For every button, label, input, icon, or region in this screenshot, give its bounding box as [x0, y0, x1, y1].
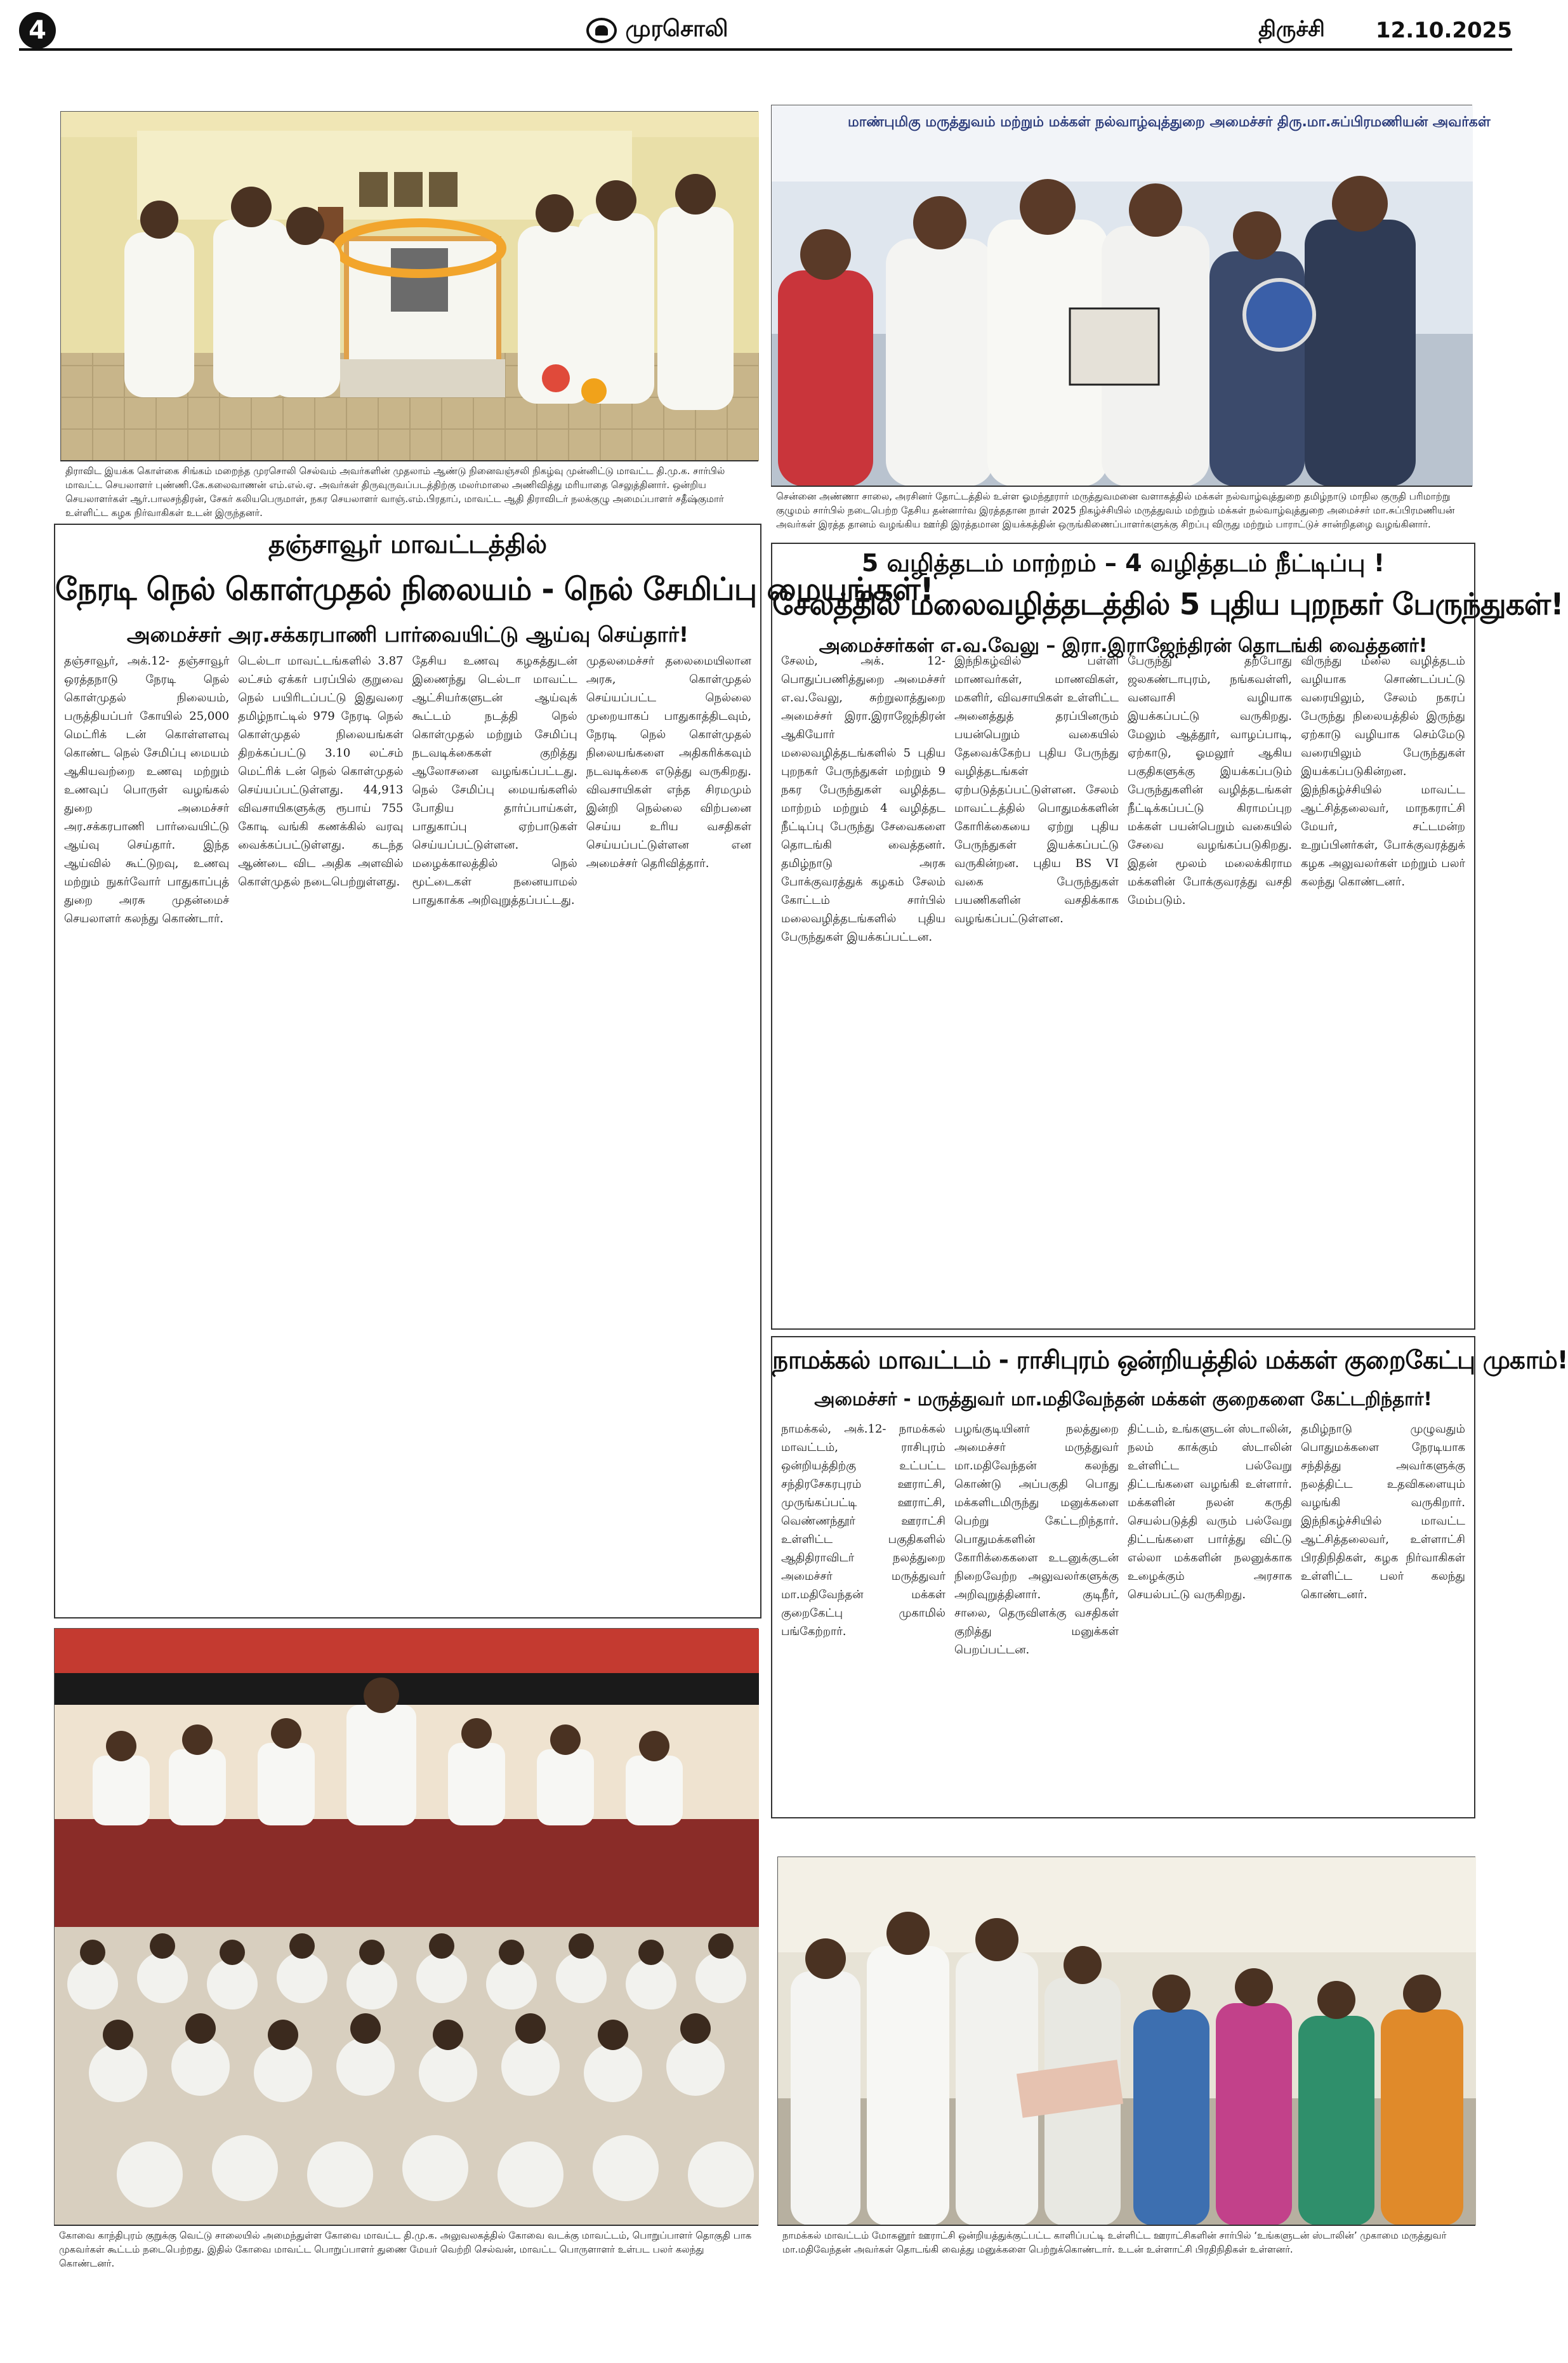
masthead	[19, 13, 1512, 51]
thanjavur-column: தேசிய உணவு கழகத்துடன் இணைந்து டெல்டா மாவட்ட ஆட்சியர்களுடன் ஆய்வுக் கூட்டம் நடத்தி நெல் கொள்முதல் மற்றும் சேமிப்பு நடவடிக்கைகள் குறித்து ஆலோசனை வழங்கப்பட்டது. நெல் சேமிப்பு மையங்களில் போதிய தார்ப்பாய்கள், பாதுகாப்பு ஏற்பாடுகள் செய்யப்பட்டுள்ளன. மழைக்காலத்தில் நெல் மூட்டைகள் நனையாமல் பாதுகாக்க அறிவுறுத்தப்பட்டது.	[412, 654, 577, 907]
award-photo	[771, 105, 1491, 486]
salem-kicker: 5 வழித்தடம் மாற்றம் – 4 வழித்தடம் நீட்டிப்பு !	[861, 549, 1385, 577]
salem-subhead: அமைச்சர்கள் எ.வ.வேலு – இரா.இராஜேந்திரன் தொடங்கி வைத்தனர்!	[819, 635, 1428, 657]
thanjavur-columns	[64, 652, 751, 1608]
memorial-photo	[60, 111, 758, 460]
camp-photo	[777, 1857, 1475, 2225]
camp-photo-caption: நாமக்கல் மாவட்டம் மோகனூர் ஊராட்சி ஒன்றியத்துக்குட்பட்ட காளிப்பட்டி உள்ளிட்ட ஊராட்சிகளின் சார்பில் ‘உங்களுடன் ஸ்டாலின்’ முகாமை மருத்துவர் மா.மதிவேந்தன் அவர்கள் தொடங்கி வைத்து மனுக்களை பெற்றுக்கொண்டார். உடன் உள்ளாட்சி பிரதிநிதிகள் உள்ளனர்.	[777, 2225, 1475, 2282]
paper-name: முரசொலி	[625, 16, 728, 42]
salem-bus-story	[771, 543, 1564, 1330]
page-number: 4	[19, 12, 56, 49]
salem-column: இந்நிகழ்வில் பள்ளி மாணவர்கள், மாணவிகள், மகளிர், விவசாயிகள் உள்ளிட்ட அனைத்துத் தரப்பினரும் பயன்பெறும் வகையில் தேவைக்கேற்ப புதிய பேருந்து வழித்தடங்கள் ஏற்படுத்தப்பட்டுள்ளன. சேலம் மாவட்டத்தில் பொதுமக்களின் கோரிக்கையை ஏற்று புதிய பேருந்துகள் இயக்கப்பட்டு வருகின்றன. புதிய BS VI வகை பேருந்துகள் பயணிகளின் வசதிக்காக வழங்கப்பட்டுள்ளன.	[954, 654, 1119, 925]
thanjavur-column: டெல்டா மாவட்டங்களில் 3.87 லட்சம் ஏக்கர் பரப்பில் குறுவை நெல் பயிரிடப்பட்டு இதுவரை தமிழ்நாட்டில் 979 நேரடி நெல் கொள்முதல் நிலையங்கள் திறக்கப்பட்டு 3.10 லட்சம் மெட்ரிக் டன் நெல் கொள்முதல் செய்யப்பட்டுள்ளது. 44,913 விவசாயிகளுக்கு ரூபாய் 755 கோடி வங்கி கணக்கில் வரவு வைக்கப்பட்டுள்ளது. கடந்த ஆண்டை விட அதிக அளவில் கொள்முதல் நடைபெற்றுள்ளது.	[238, 654, 404, 889]
thanjavur-column: முதலமைச்சர் தலைமையிலான அரசு, கொள்முதல் செய்யப்பட்ட நெல்லை முறையாகப் பாதுகாத்திடவும், நேரடி நெல் கொள்முதல் நிலையங்களை அதிகரிக்கவும் நடவடிக்கை எடுத்து வருகிறது. விவசாயிகள் எந்த சிரமமும் இன்றி நெல்லை விற்பனை செய்ய உரிய வசதிகள் செய்யப்பட்டுள்ளன என அமைச்சர் தெரிவித்தார்.	[586, 654, 751, 870]
thanjavur-kicker: தஞ்சாவூர் மாவட்டத்தில்	[268, 530, 548, 559]
salem-headline: சேலத்தில் மலைவழித்தடத்தில் 5 புதிய புறநகர் பேருந்துகள்!	[772, 587, 1564, 622]
namakkal-column: தமிழ்நாடு முழுவதும் பொதுமக்களை நேரடியாக சந்தித்து அவர்களுக்கு நலத்திட்ட உதவிகளையும் வழங்கி வருகிறார். இந்நிகழ்ச்சியில் மாவட்ட ஆட்சித்தலைவர், உள்ளாட்சி பிரதிநிதிகள், கழக நிர்வாகிகள் உள்ளிட்ட பலர் கலந்து கொண்டனர்.	[1301, 1422, 1465, 1601]
salem-column: பேருந்து தற்போது ஜலகண்டாபுரம், நங்கவள்ளி, வனவாசி வழியாக இயக்கப்பட்டு வருகிறது. மேலும் ஆத்தூர், வாழப்பாடி, ஏற்காடு, ஓமலூர் ஆகிய பகுதிகளுக்கு இயக்கப்படும் பேருந்துகளின் வழித்தடங்கள் நீட்டிக்கப்பட்டு கிராமப்புற மக்கள் பயன்பெறும் வகையில் சேவை வழங்கப்படுகிறது. இதன் மூலம் மலைக்கிராம மக்களின் போக்குவரத்து வசதி மேம்படும்.	[1128, 654, 1292, 907]
namakkal-column: பழங்குடியினர் நலத்துறை அமைச்சர் மருத்துவர் மா.மதிவேந்தன் கலந்து கொண்டு அப்பகுதி பொது மக்களிடமிருந்து மனுக்களை பெற்று கேட்டறிந்தார். பொதுமக்களின் கோரிக்கைகளை உடனுக்குடன் நிறைவேற்ற அலுவலர்களுக்கு அறிவுறுத்தினார். குடிநீர், சாலை, தெருவிளக்கு வசதிகள் குறித்து மனுக்கள் பெறப்பட்டன.	[954, 1422, 1119, 1657]
memorial-photo-caption: திராவிட இயக்க கொள்கை சிங்கம் மறைந்த முரசொலி செல்வம் அவர்களின் முதலாம் ஆண்டு நினைவஞ்சலி நிகழ்வு முன்னிட்டு மாவட்ட தி.மு.க. சார்பில் மாவட்ட செயலாளர் புண்ணி.கே.கலைவாணன் எம்.எல்.ஏ. அவர்கள் திருவுருவப்படத்திற்கு மலர்மாலை அணிவித்து மரியாதை செலுத்தினார். ஒன்றிய செயலாளர்கள் ஆர்.பாலசந்திரன், சேகர் கலியபெருமாள், நகர செயலாளர் வாஞ்.எம்.பிரதாப், மாவட்ட ஆதி திராவிடர் நலக்குழு அமைப்பாளர் சதீஷ்குமார் உள்ளிட்ட கழக நிர்வாகிகள் உடன் இருந்தனர்.	[60, 460, 758, 517]
edition-date: 12.10.2025	[1375, 18, 1512, 43]
award-photo-caption: சென்னை அண்ணா சாலை, அரசினர் தோட்டத்தில் உள்ள ஓமந்தூரார் மருத்துவமனை வளாகத்தில் மக்கள் நல்வாழ்வுத்துறை தமிழ்நாடு மாநில குருதி பரிமாற்று குழுமம் சார்பில் நடைபெற்ற தேசிய தன்னார்வ இரத்ததான நாள் 2025 நிகழ்ச்சியில் மருத்துவம் மற்றும் மக்கள் நல்வாழ்வுத்துறை அமைச்சர் மா.சுப்பிரமணியன் அவர்கள் இரத்த தானம் வழங்கிய ஊர்தி இரத்தமான இயக்கத்தின் ஒருங்கிணைப்பாளர்களுக்கு சிறப்பு விருது மற்றும் பாராட்டுச் சான்றிதழை வழங்கினார்.	[771, 486, 1472, 536]
namakkal-column: நாமக்கல், அக்.12- நாமக்கல் மாவட்டம், ராசிபுரம் ஒன்றியத்திற்கு உட்பட்ட சந்திரசேகரபுரம் ஊராட்சி, முருங்கப்பட்டி ஊராட்சி, வெண்ணந்தூர் ஊராட்சி உள்ளிட்ட பகுதிகளில் ஆதிதிராவிடர் நலத்துறை அமைச்சர் மருத்துவர் மா.மதிவேந்தன் மக்கள் குறைகேட்பு முகாமில் பங்கேற்றார்.	[781, 1422, 945, 1638]
salem-column: விருந்து மலை வழித்தடம் வழியாக சொண்டப்பட்டு வரையிலும், சேலம் நகரப் பேருந்து நிலையத்தில் இருந்து ஏற்காடு வழியாக செம்மேடு வரையிலும் பேருந்துகள் இயக்கப்படுகின்றன. இந்நிகழ்ச்சியில் மாவட்ட ஆட்சித்தலைவர், மாநகராட்சி மேயர், சட்டமன்ற உறுப்பினர்கள், போக்குவரத்துக் கழக அலுவலர்கள் மற்றும் பலர் கலந்து கொண்டனர்.	[1301, 654, 1465, 889]
salem-columns	[781, 652, 1465, 1320]
thanjavur-column: தஞ்சாவூர், அக்.12- தஞ்சாவூர் ஒரத்தநாடு நேரடி நெல் கொள்முதல் நிலையம், பருத்தியப்பர் கோயில் 25,000 மெட்ரிக் டன் கொள்ளளவு கொண்ட நெல் சேமிப்பு மையம் ஆகியவற்றை உணவு மற்றும் உணவுப் பொருள் வழங்கல் துறை அமைச்சர் அர.சக்கரபாணி பார்வையிட்டு ஆய்வு செய்தார். இந்த ஆய்வில் கூட்டுறவு, உணவு மற்றும் நுகர்வோர் பாதுகாப்புத் துறை அரசு முதன்மைச் செயலாளர் கலந்து கொண்டார்.	[64, 654, 230, 925]
paper-logo-icon	[586, 18, 617, 43]
salem-column: சேலம், அக். 12- பொதுப்பணித்துறை அமைச்சர் எ.வ.வேலு, சுற்றுலாத்துறை அமைச்சர் இரா.இராஜேந்திரன் ஆகியோர் மலைவழித்தடங்களில் 5 புதிய புறநகர் பேருந்துகள் மற்றும் 9 நகர பேருந்துகள் வழித்தட மாற்றம் மற்றும் 4 வழித்தட நீட்டிப்பு பேருந்து சேவைகளை தொடங்கி வைத்தனர். தமிழ்நாடு அரசு போக்குவரத்துக் கழகம் சேலம் கோட்டம் சார்பில் மலைவழித்தடங்களில் புதிய பேருந்துகள் இயக்கப்பட்டன.	[781, 654, 945, 944]
namakkal-subhead: அமைச்சர் - மருத்துவர் மா.மதிவேந்தன் மக்கள் குறைகளை கேட்டறிந்தார்!	[814, 1388, 1432, 1410]
award-photo-banner: மாண்புமிகு மருத்துவம் மற்றும் மக்கள் நல்வாழ்வுத்துறை அமைச்சர் திரு.மா.சுப்பிரமணியன் அவர்கள்	[848, 114, 1491, 130]
namakkal-grievance-story	[771, 1336, 1568, 1818]
edition-city: திருச்சி	[1258, 17, 1325, 42]
paper-title	[56, 16, 1258, 45]
namakkal-headline: நாமக்கல் மாவட்டம் - ராசிபுரம் ஒன்றியத்தில் மக்கள் குறைகேட்பு முகாம்!	[772, 1346, 1568, 1375]
meeting-photo-image	[55, 1629, 759, 2225]
thanjavur-subhead: அமைச்சர் அர.சக்கரபாணி பார்வையிட்டு ஆய்வு செய்தார்!	[126, 622, 689, 647]
award-photo-image	[772, 105, 1491, 486]
camp-photo-image	[778, 1857, 1476, 2225]
namakkal-columns	[781, 1420, 1465, 1808]
thanjavur-headline: நேரடி நெல் கொள்முதல் நிலையம் - நெல் சேமிப்பு மையங்கள்!	[55, 571, 933, 607]
memorial-photo-image	[61, 112, 759, 461]
meeting-photo-caption: கோவை காந்திபுரம் குறுக்கு வெட்டு சாலையில் அமைந்துள்ள கோவை மாவட்ட தி.மு.க. அலுவலகத்தில் கோவை வடக்கு மாவட்டம், பொறுப்பாளர் தொகுதி பாக முகவர்கள் கூட்டம் நடைபெற்றது. இதில் கோவை மாவட்ட பொறுப்பாளர் துணை மேயர் வெற்றி செல்வன், மாவட்ட பொருளாளர் உள்பட பலர் கலந்து கொண்டனர்.	[54, 2225, 758, 2282]
meeting-photo	[54, 1628, 758, 2225]
namakkal-column: திட்டம், உங்களுடன் ஸ்டாலின், நலம் காக்கும் ஸ்டாலின் உள்ளிட்ட பல்வேறு திட்டங்களை வழங்கி உள்ளார். மக்களின் நலன் கருதி செயல்படுத்தி வரும் பல்வேறு திட்டங்களை பார்த்து விட்டு எல்லா மக்களின் நலனுக்காக உழைக்கும் அரசாக செயல்பட்டு வருகிறது.	[1128, 1422, 1292, 1601]
